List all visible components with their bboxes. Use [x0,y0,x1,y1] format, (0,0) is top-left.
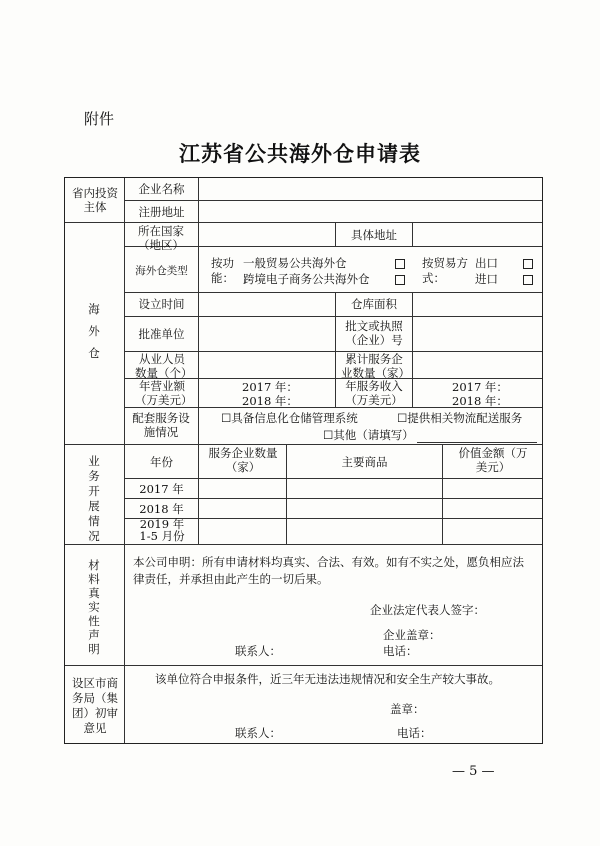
mode-import: 进口 [475,272,498,286]
declaration-section-label [87,558,103,656]
decl-seal-label: 企业盖章： [383,628,441,642]
review-section-label: 设区市商务局（集团）初审意见 [72,676,118,735]
warehouse-section-text: 海外仓 [88,302,100,360]
value-header: 价值金额（万美元） [458,446,528,474]
service-revenue-2017: 2017 年： [452,380,508,394]
func-option-general[interactable] [243,256,347,270]
form-title: 江苏省公共海外仓申请表 [179,141,421,166]
func-option-ecommerce[interactable] [243,272,370,286]
form-table [64,177,543,744]
facilities-label: 配套服务设施情况 [132,411,190,439]
page-number: — 5 — [452,764,495,779]
annex-label: 附件 [84,110,115,128]
served-count-header: 服务企业数量（家） [208,446,278,474]
license-no-label: 批文或执照（企业）号 [345,319,403,347]
revenue-2017: 2017 年： [242,380,298,394]
country-label: 所在国家（地区） [138,224,184,252]
review-phone-label: 电话： [397,726,432,740]
mode-export-checkbox[interactable] [523,259,533,269]
main-goods-header: 主要商品 [341,455,388,469]
row-2019: 2019 年 1-5 月份 [139,517,185,543]
warehouse-type-label: 海外仓类型 [135,265,188,277]
declaration-statement: 本公司申明：所有申请材料均真实、合法、有效。如有不实之处，愿负相应法律责任，并承担由此产生的一切后果。 [133,555,524,586]
func-option-ecommerce-label: 跨境电子商务公共海外仓 [243,272,370,286]
setup-time-label: 设立时间 [138,297,185,311]
business-section-label [87,454,103,544]
legal-rep-label: 企业法定代表人签字： [370,603,485,617]
service-revenue-2018: 2018 年： [452,394,508,408]
area-label: 仓库面积 [351,297,397,311]
reg-address-label: 注册地址 [138,205,185,219]
func-option-general-label: 一般贸易公共海外仓 [243,256,347,270]
approval-unit-label: 批准单位 [138,327,185,341]
business-section-text: 业务开展情况 [88,454,100,543]
review-contact-label: 联系人： [235,726,281,740]
revenue-2018: 2018 年： [242,394,298,408]
mode-import-checkbox[interactable] [523,275,533,285]
service-revenue-label: 年服务收入（万美元） [345,379,403,407]
row-2017: 2017 年 [139,482,184,496]
facility-option-wms[interactable]: ☐具备信息化仓储管理系统 [221,411,358,425]
company-name-label: 企业名称 [138,182,185,196]
row-2018: 2018 年 [139,502,184,516]
func-general-checkbox[interactable] [395,259,405,269]
func-ecommerce-checkbox[interactable] [395,275,405,285]
company-name-field[interactable] [199,180,541,200]
decl-contact-label: 联系人： [235,644,281,658]
declaration-section-text: 材料真实性声明 [88,558,100,656]
by-function-label: 按功能： [211,256,234,285]
review-seal-label: 盖章： [390,702,425,716]
investor-section-label: 省内投资主体 [72,186,118,214]
staff-label: 从业人员数量（个） [135,352,193,380]
warehouse-section-label [87,298,103,364]
mode-export: 出口 [475,256,498,270]
review-statement: 该单位符合申报条件，近三年无违法违规情况和安全生产较大事故。 [155,672,500,686]
revenue-label: 年营业额（万美元） [135,379,193,407]
year-header: 年份 [150,455,173,469]
decl-phone-label: 电话： [383,644,418,658]
reg-address-field[interactable] [199,202,541,222]
by-mode-label: 按贸易方式： [422,256,468,285]
served-label: 累计服务企业数量（家） [341,352,410,380]
address-label: 具体地址 [351,228,397,242]
facility-other-underline [417,442,537,443]
facility-option-logistics[interactable]: ☐提供相关物流配送服务 [397,411,523,425]
facility-option-other[interactable]: ☐其他（请填写） [323,428,414,442]
